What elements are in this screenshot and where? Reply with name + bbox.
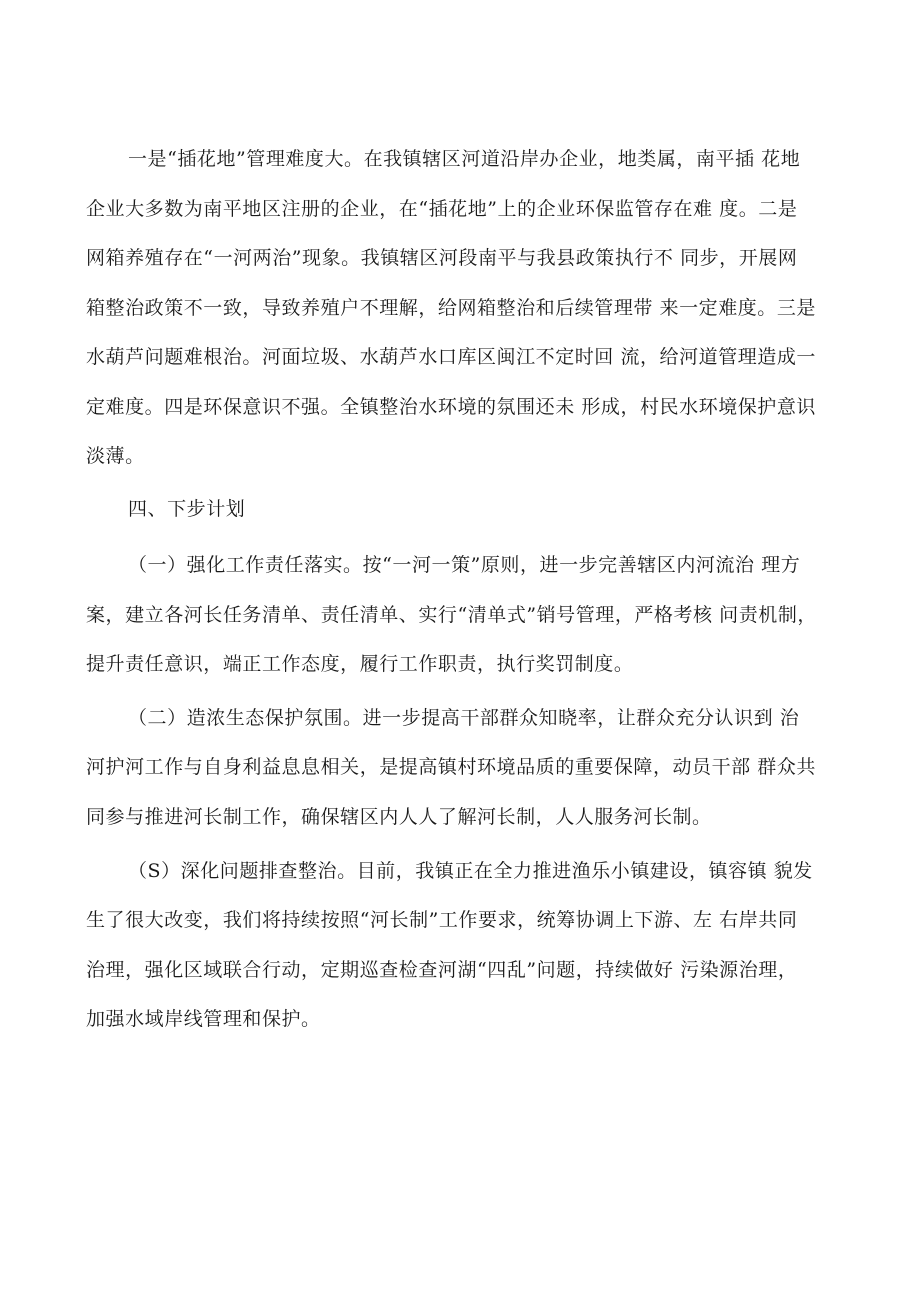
text-line: 一是“插花地”管理难度大。在我镇辖区河道沿岸办企业，地类属，南平插 花地 bbox=[128, 148, 801, 170]
text-line: 箱整治政策不一致，导致养殖户不理解，给网箱整治和后续管理带 来一定难度。三是 bbox=[86, 297, 816, 319]
text-line: 水葫芦问题难根治。河面垃圾、水葫芦水口库区闽江不定时回 流，给河道管理造成一 bbox=[86, 346, 816, 368]
text-line: 加强水域岸线管理和保护。 bbox=[86, 1008, 321, 1030]
text-line: 生了很大改变，我们将持续按照“河长制”工作要求，统筹协调上下游、左 右岸共同 bbox=[86, 909, 798, 931]
text-line: 同参与推进河长制工作，确保辖区内人人了解河长制，人人服务河长制。 bbox=[86, 806, 712, 828]
text-line: 提升责任意识，端正工作态度，履行工作职责，执行奖罚制度。 bbox=[86, 653, 634, 675]
text-line: 治理，强化区域联合行动，定期巡查检查河湖“四乱”问题，持续做好 污染源治理， bbox=[86, 959, 798, 981]
text-line: （二）造浓生态保护氛围。进一步提高干部群众知晓率，让群众充分认识到 治 bbox=[128, 707, 800, 729]
text-line: （S）深化问题排查整治。目前，我镇正在全力推进渔乐小镇建设，镇容镇 貌发 bbox=[128, 860, 813, 882]
text-line: 河护河工作与自身利益息息相关，是提高镇村环境品质的重要保障，动员干部 群众共 bbox=[86, 756, 816, 778]
text-line: 网箱养殖存在“一河两治”现象。我镇辖区河段南平与我县政策执行不 同步，开展网 bbox=[86, 247, 798, 269]
text-line: 案，建立各河长任务清单、责任清单、实行“清单式”销号管理，严格考核 问责机制， bbox=[86, 604, 817, 626]
section-heading: 四、下步计划 bbox=[128, 498, 246, 520]
text-line: （一）强化工作责任落实。按“一河一策”原则，进一步完善辖区内河流治 理方 bbox=[128, 554, 801, 576]
text-line: 淡薄。 bbox=[86, 445, 145, 467]
text-line: 企业大多数为南平地区注册的企业，在“插花地”上的企业环保监管存在难 度。二是 bbox=[86, 198, 798, 220]
text-line: 定难度。四是环保意识不强。全镇整治水环境的氛围还未 形成，村民水环境保护意识 bbox=[86, 396, 816, 418]
